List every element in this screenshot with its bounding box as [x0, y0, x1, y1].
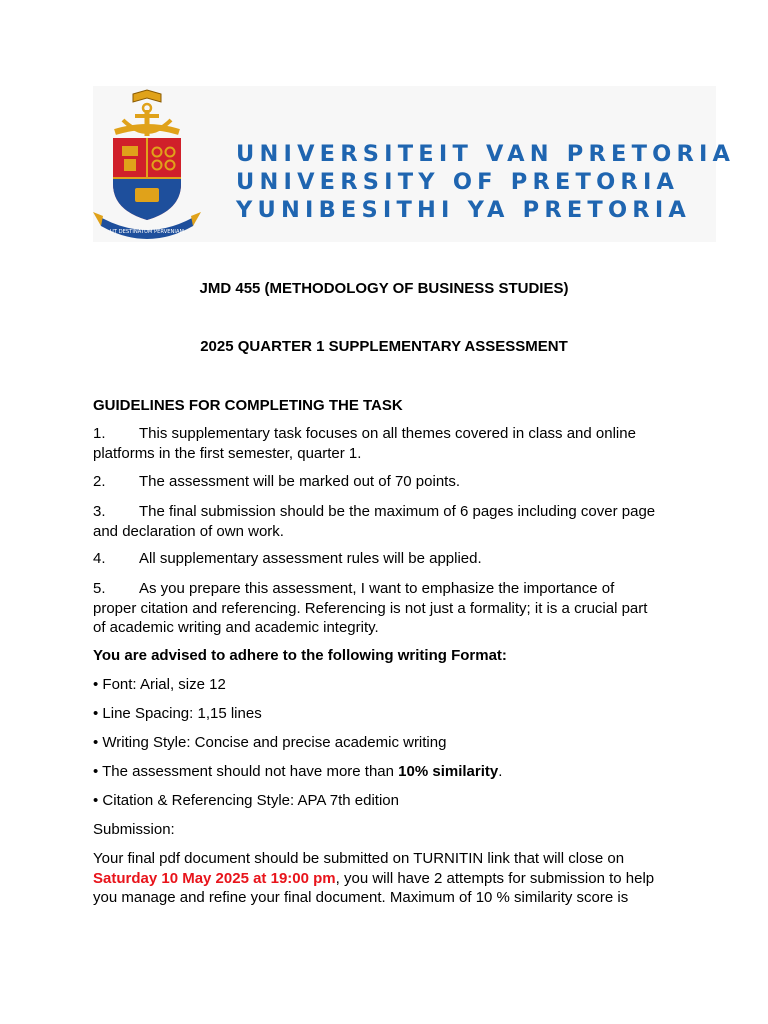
university-name-sepedi: YUNIBESITHI YA PRETORIA: [236, 197, 692, 223]
university-header: [93, 86, 736, 242]
submission-line: Your final pdf document should be submitted on TURNITIN link that will close on: [93, 850, 625, 867]
submission-paragraph: [93, 849, 693, 908]
format-bullet-citation: • Citation & Referencing Style: APA 7th edition: [93, 792, 399, 809]
crest-motto: UT DESTINATUM PERVENIAM: [110, 229, 184, 235]
guideline-item-1: [93, 424, 693, 463]
guideline-item-4: [93, 549, 693, 569]
format-heading: You are advised to adhere to the following writing Format:: [93, 647, 507, 664]
guideline-text: of academic writing and academic integrity.: [93, 619, 379, 636]
university-name-afrikaans: UNIVERSITEIT VAN PRETORIA: [236, 141, 736, 167]
guideline-number: 5.: [93, 580, 106, 597]
guideline-text: The assessment will be marked out of 70 points.: [139, 473, 460, 490]
format-bullet-similarity: [93, 762, 693, 782]
guideline-text: This supplementary task focuses on all themes covered in class and online: [139, 425, 636, 442]
format-bullet-writing-style: • Writing Style: Concise and precise academic writing: [93, 734, 447, 751]
format-bullet-line-spacing: • Line Spacing: 1,15 lines: [93, 705, 262, 722]
guideline-text: All supplementary assessment rules will be applied.: [139, 550, 482, 567]
university-names: [236, 140, 735, 224]
guideline-item-5: [93, 579, 693, 638]
guideline-number: 4.: [93, 550, 106, 567]
guideline-text: proper citation and referencing. Referencing is not just a formality; it is a crucial part: [93, 599, 648, 617]
assessment-title: 2025 QUARTER 1 SUPPLEMENTARY ASSESSMENT: [200, 338, 568, 355]
guideline-number: 3.: [93, 503, 106, 520]
university-crest-logo: [93, 86, 201, 242]
format-bullet-font: • Font: Arial, size 12: [93, 676, 226, 693]
submission-label: Submission:: [93, 821, 175, 838]
guideline-item-2: [93, 472, 693, 492]
guideline-text: and declaration of own work.: [93, 522, 284, 540]
similarity-limit: 10% similarity: [398, 763, 499, 780]
university-name-english: UNIVERSITY OF PRETORIA: [236, 169, 680, 195]
submission-deadline: Saturday 10 May 2025 at 19:00 pm: [93, 869, 336, 887]
submission-line: you manage and refine your final document. Maximum of 10 % similarity score is: [93, 889, 629, 906]
submission-line: , you will have 2 attempts for submission to help: [335, 869, 655, 887]
guideline-number: 2.: [93, 473, 106, 490]
course-title: JMD 455 (METHODOLOGY OF BUSINESS STUDIES): [199, 280, 569, 297]
guideline-text: platforms in the first semester, quarter 1.: [93, 444, 362, 462]
guideline-number: 1.: [93, 425, 106, 442]
guideline-text: The final submission should be the maximum of 6 pages including cover page: [139, 503, 656, 520]
similarity-suffix: .: [498, 763, 503, 780]
guideline-text: As you prepare this assessment, I want to emphasize the importance of: [139, 580, 615, 597]
guideline-item-3: [93, 502, 693, 541]
guidelines-heading: GUIDELINES FOR COMPLETING THE TASK: [93, 397, 403, 414]
similarity-prefix: • The assessment should not have more than: [93, 763, 399, 780]
